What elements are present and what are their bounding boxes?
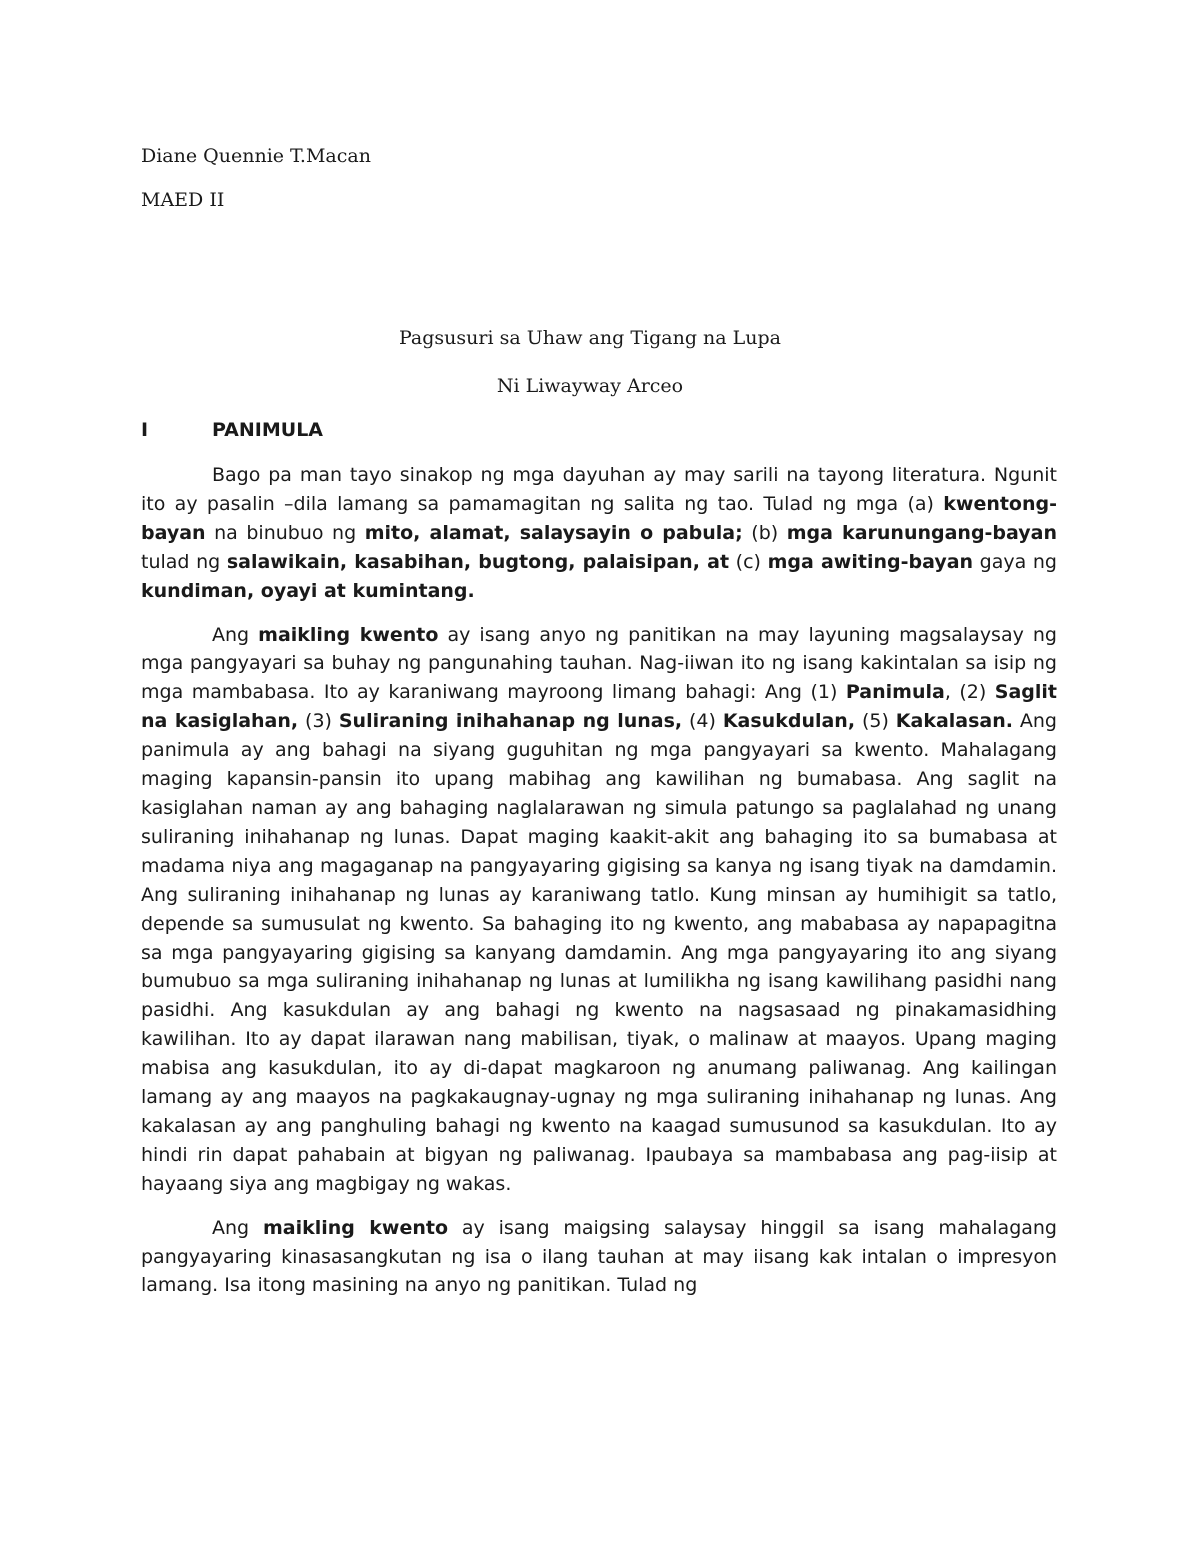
author-name: Diane Quennie T.Macan bbox=[141, 145, 371, 167]
paragraph-text: Bago pa man tayo sinakop ng mga dayuhan ay may sarili na tayong literatura. Ngunit ito ay pasalin –dila lamang sa pamamagitan ng salita ng tao. Tulad ng mga (a) bbox=[141, 464, 1057, 515]
emphasized-term: mga karunungang-bayan bbox=[786, 521, 1057, 544]
emphasized-term: Saglit na kasiglahan, bbox=[141, 681, 1057, 733]
document-title: Pagsusuri sa Uhaw ang Tigang na Lupa bbox=[399, 327, 781, 349]
paragraph-text: ay isang maigsing salaysay hinggil sa isang mahalagang pangyayaring kinasasangkutan ng isa o ilang tauhan at may iisang kak intalan o impresyon lamang. Isa itong masining na anyo ng panitikan. Tulad ng bbox=[141, 1216, 1057, 1297]
emphasized-term: maikling kwento bbox=[262, 1216, 449, 1239]
emphasized-term: mito, alamat, salaysayin o pabula; bbox=[364, 521, 743, 544]
emphasized-term: Kasukdulan, bbox=[722, 710, 856, 733]
document-byline: Ni Liwayway Arceo bbox=[496, 375, 684, 397]
paragraph-text: (3) bbox=[298, 710, 339, 733]
paragraph-text: (5) bbox=[855, 710, 896, 733]
paragraph-text: tulad ng bbox=[141, 550, 227, 573]
emphasized-term: mga awiting-bayan bbox=[767, 550, 974, 573]
emphasized-term: maikling kwento bbox=[258, 623, 439, 646]
section-title: PANIMULA bbox=[212, 419, 324, 441]
body-text bbox=[141, 461, 1057, 1315]
body-paragraph bbox=[141, 621, 1057, 1199]
emphasized-term: kwentong-bayan bbox=[141, 492, 1057, 544]
emphasized-term: kundiman, oyayi at kumintang. bbox=[141, 579, 475, 602]
paragraph-text: Ang bbox=[212, 623, 259, 646]
emphasized-term: Suliraning inihahanap ng lunas, bbox=[338, 710, 683, 733]
course-label: MAED II bbox=[141, 189, 225, 211]
paragraph-text: na binubuo ng bbox=[205, 521, 365, 544]
paragraph-text: (b) bbox=[742, 521, 787, 544]
paragraph-text: ay isang anyo ng panitikan na may layuning magsalaysay ng mga pangyayari sa buhay ng pangunahing tauhan. Nag-iiwan ito ng isang kakintalan sa isip ng mga mambabasa. Ito ay karaniwang mayroong limang bahagi: Ang (1) bbox=[141, 623, 1057, 704]
section-number: I bbox=[141, 419, 149, 441]
section-heading bbox=[141, 419, 323, 441]
body-paragraph bbox=[141, 461, 1057, 606]
paragraph-text: , (2) bbox=[944, 681, 995, 704]
body-paragraph bbox=[141, 1214, 1057, 1301]
paragraph-text: Ang panimula ay ang bahagi na siyang guguhitan ng mga pangyayari sa kwento. Mahalagang maging kapansin-pansin ito upang mabihag ang kawilihan ng bumabasa. Ang saglit na kasiglahan naman ay ang bahaging naglalarawan ng simula patungo sa paglalahad ng unang suliraning inihahanap ng lunas. Dapat maging kaakit-akit ang bahaging ito sa bumabasa at madama niya ang magaganap na pangyayaring gigising sa kanya ng isang tiyak na damdamin. Ang suliraning inihahanap ng lunas ay karaniwang tatlo. Kung minsan ay humihigit sa tatlo, depende sa sumusulat ng kwento. Sa bahaging ito ng kwento, ang mababasa ay napapagitna sa mga pangyayaring gigising sa kanyang damdamin. Ang mga pangyayaring ito ang siyang bumubuo sa mga suliraning inihahanap ng lunas at lumilikha ng isang kawilihang pasidhi nang pasidhi. Ang kasukdulan ay ang bahagi ng kwento na nagsasaad ng pinakamasidhing kawilihan. Ito ay dapat ilarawan nang mabilisan, tiyak, o malinaw at maayos. Upang maging mabisa ang kasukdulan, ito ay di-dapat magkaroon ng anumang paliwanag. Ang kailingan lamang ay ang maayos na pagkakaugnay-ugnay ng mga suliraning inihahanap ng lunas. Ang kakalasan ay ang panghuling bahagi ng kwento na kaagad sumusunod sa kasukdulan. Ito ay hindi rin dapat pahabain at bigyan ng paliwanag. Ipaubaya sa mambabasa ang pag-iisip at hayaang siya ang magbigay ng wakas. bbox=[141, 710, 1057, 1195]
emphasized-term: Panimula bbox=[845, 681, 945, 704]
paragraph-text: (c) bbox=[729, 550, 768, 573]
emphasized-term: salawikain, kasabihan, bugtong, palaisipan, at bbox=[226, 550, 730, 573]
paragraph-text: gaya ng bbox=[973, 550, 1057, 573]
paragraph-text: Ang bbox=[212, 1216, 263, 1239]
paragraph-text: (4) bbox=[682, 710, 723, 733]
emphasized-term: Kakalasan. bbox=[895, 710, 1013, 733]
